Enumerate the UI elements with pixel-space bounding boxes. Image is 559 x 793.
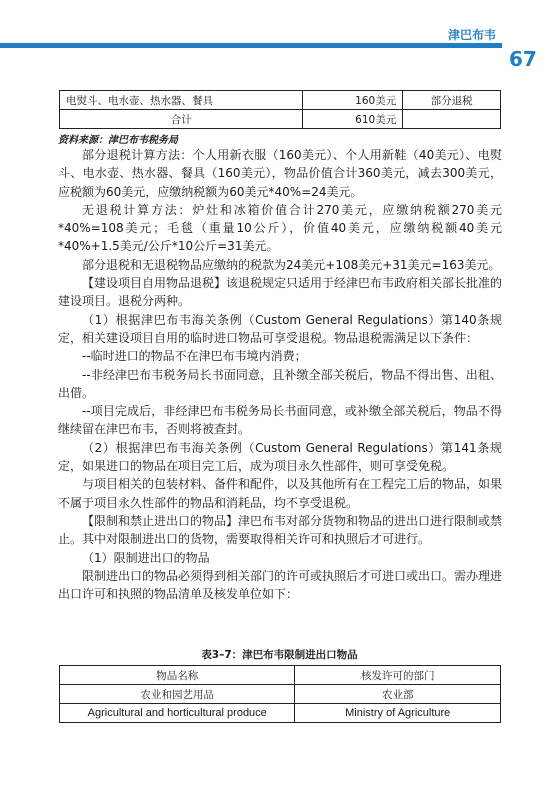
tax-items-table	[59, 90, 501, 129]
paragraph: 无退税计算方法：炉灶和冰箱价值合计270美元，应缴纳税额270美元*40%=108美元；毛毯（重量10公斤），价值40美元，应缴纳税额40美元*40%+1.5美元/公斤*10公斤=31美元。	[58, 202, 502, 254]
table-caption: 表3–7：津巴布韦限制进出口物品	[201, 649, 358, 661]
paragraph: 限制进出口的物品必须得到相关部门的许可或执照后才可进口或出口。需办理进出口许可和执照的物品清单及核发单位如下：	[58, 568, 503, 602]
page-number: 67	[509, 47, 537, 71]
column-header-department: 核发许可的部门	[295, 666, 501, 685]
source-note: 资料来源：津巴布韦税务局	[58, 135, 178, 146]
paragraph: 部分退税和无退税物品应缴纳的税款为24美元+108美元+31美元=163美元。	[82, 257, 501, 272]
paragraph: 与项目相关的包装材料、备件和配件，以及其他所有在工程完工后的物品，如果不属于项目永久性部件的物品和消耗品，均不享受退税。	[58, 477, 503, 510]
item-en-cell: Agricultural and horticultural produce	[60, 704, 295, 723]
dept-en-cell: Ministry of Agriculture	[295, 704, 501, 723]
note-cell: 部分退税	[403, 91, 501, 110]
table-row	[60, 91, 501, 110]
paragraph: 【限制和禁止进出口的物品】津巴布韦对部分货物和物品的进出口进行限制或禁止。其中对限制进出口的货物，需要取得相关许可和执照后才可进行。	[58, 513, 503, 547]
header-title: 津巴布韦	[448, 28, 497, 42]
paragraph: 【建设项目自用物品退税】该退税规定只适用于经津巴布韦政府相关部长批准的建设项目。退税分两种。	[58, 276, 503, 309]
item-cell: 电熨斗、电水壶、热水器、餐具	[60, 91, 303, 110]
header-bar	[0, 43, 502, 48]
total-label-cell: 合计	[60, 110, 303, 129]
paragraph: 部分退税计算方法：个人用新衣服（160美元）、个人用新鞋（40美元）、电熨斗、电水壶、热水器、餐具（160美元），物品价值合计360美元，减去300美元，应税额为60美元，应缴纳税额为60美元*40%=24美元。	[58, 148, 502, 199]
table-row	[60, 110, 501, 129]
paragraph: --项目完成后，非经津巴布韦税务局长书面同意，或补缴全部关税后，物品不得继续留在津巴布韦，否则将被查封。	[58, 404, 502, 437]
paragraph: （1）限制进出口的物品	[82, 550, 210, 565]
paragraph: （2）根据津巴布韦海关条例（Custom General Regulations）第141条规定，如果进口的物品在项目完工后，成为项目永久性部件，则可享受免税。	[58, 440, 502, 474]
item-cn-cell: 农业和园艺用品	[60, 685, 295, 704]
price-cell: 160美元	[303, 91, 403, 110]
dept-cn-cell: 农业部	[295, 685, 501, 704]
body-text	[58, 146, 502, 603]
table-row	[60, 704, 501, 723]
table-row	[60, 685, 501, 704]
total-price-cell: 610美元	[303, 110, 403, 129]
column-header-item: 物品名称	[60, 666, 295, 685]
paragraph: --非经津巴布韦税务局长书面同意，且补缴全部关税后，物品不得出售、出租、出借。	[58, 367, 502, 400]
total-note-cell	[403, 110, 501, 129]
restricted-items-table	[59, 665, 501, 723]
paragraph: --临时进口的物品不在津巴布韦境内消费；	[82, 349, 307, 364]
table-header-row	[60, 666, 501, 685]
paragraph: （1）根据津巴布韦海关条例（Custom General Regulations）第140条规定，相关建设项目自用的临时进口物品可享受退税。物品退税需满足以下条件：	[58, 312, 502, 345]
